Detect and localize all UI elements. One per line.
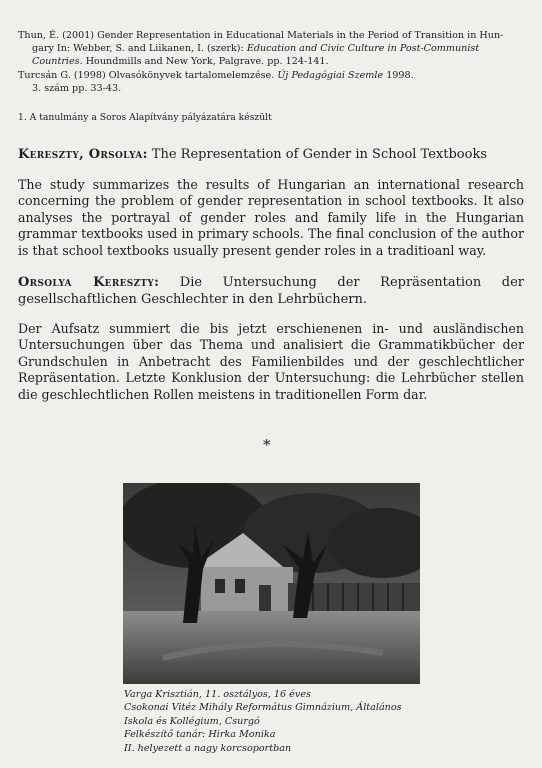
english-summary-heading (18, 146, 524, 163)
reference-line: 3. szám pp. 33-43. (32, 83, 122, 95)
reference-turcsan (18, 69, 524, 95)
author-name: Kereszty, Orsolya: (18, 147, 148, 162)
student-drawing (123, 483, 420, 684)
reference-line: . Houndmills and New York, Palgrave. pp. 124-141. (79, 56, 329, 68)
footnote: 1. A tanulmány a Soros Alapítvány pályázatára készült (18, 112, 272, 123)
author-name: Orsolya Kereszty: (18, 275, 160, 290)
reference-line: Turcsán G. (1998) Olvasókönyvek tartalomelemzése. (18, 70, 278, 81)
reference-thun (18, 29, 524, 69)
reference-line: gary In: Webber, S. and Liikanen, I. (szerk): (32, 43, 247, 55)
article-title: Die Untersuchung der Repräsentation der gesellschaftlichen Geschlechter in den Lehrbüchern. (18, 275, 525, 307)
reference-text (18, 29, 524, 69)
caption-line: Iskola és Kollégium, Csurgó (124, 715, 260, 727)
reference-book-title: Countries (32, 56, 80, 68)
caption-line: Felkészítő tanár: Hirka Monika (124, 729, 276, 741)
caption-line: Varga Krisztián, 11. osztályos, 16 éves (124, 689, 311, 700)
drawing-caption (124, 688, 402, 755)
reference-line: Thun, É. (2001) Gender Representation in Educational Materials in the Period of Transition in Hun- (18, 30, 504, 41)
german-summary-body: Der Aufsatz summiert die bis jetzt erschienenen in- und ausländischen Untersuchungen über das Thema und analisiert die Grammatikbücher der Grundschulen in Anbetracht des Familienbildes und der geschlechtlicher Repräsentation. Letzte Konklusion der Untersuchung: die Lehrbücher stellen die geschlechtlichen Rollen meistens in traditionellen Form dar. (18, 321, 524, 402)
english-summary-body: The study summarizes the results of Hungarian an international research concerning the problem of gender representation in school textbooks. It also analyses the portrayal of gender roles and family life in the Hungarian grammar textbooks used in primary schools. The final conclusion of the author is that school textbooks usually present gender roles in a traditioanl way. (18, 177, 524, 258)
section-separator: * (263, 436, 271, 454)
caption-line: II. helyezett a nagy korcsoportban (124, 742, 292, 754)
reference-line: 1998. (383, 70, 414, 81)
caption-line: Csokonai Vitéz Mihály Református Gimnázium, Általános (124, 702, 402, 714)
german-summary-heading (18, 274, 524, 308)
reference-journal-title: Új Pedagógiai Szemle (277, 70, 384, 81)
reference-text (18, 69, 524, 95)
article-title: The Representation of Gender in School Textbooks (147, 147, 487, 162)
reference-book-title: Education and Civic Culture in Post-Communist (246, 43, 480, 55)
